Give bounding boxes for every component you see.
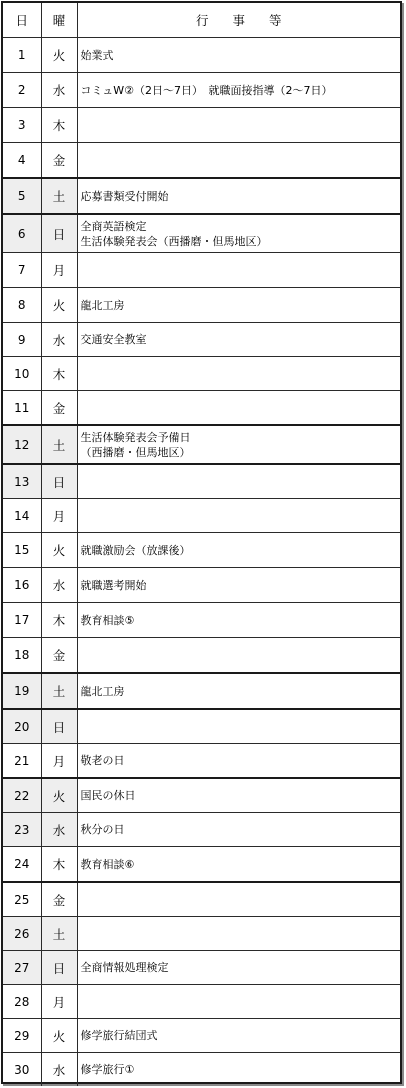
- events-cell: [77, 143, 400, 179]
- events-cell: [77, 882, 400, 917]
- weekday: 水: [41, 1053, 77, 1087]
- weekday: 日: [41, 951, 77, 985]
- event-text: 教育相談⑤: [80, 613, 135, 627]
- events-cell: [77, 1053, 400, 1087]
- weekday: 土: [41, 917, 77, 951]
- weekday: 木: [41, 847, 77, 883]
- weekday: 水: [41, 73, 77, 108]
- day-number: 17: [3, 603, 41, 638]
- weekday: 木: [41, 603, 77, 638]
- calendar-row: [3, 744, 400, 779]
- day-number: 1: [3, 38, 41, 73]
- day-number: 25: [3, 882, 41, 917]
- events-cell: [77, 568, 400, 603]
- day-number: 11: [3, 391, 41, 426]
- day-number: 10: [3, 357, 41, 391]
- event-text: 全商英語検定: [80, 219, 147, 233]
- events-cell: [77, 178, 400, 214]
- events-cell: [77, 425, 400, 464]
- calendar-row: [3, 985, 400, 1019]
- calendar-row: [3, 917, 400, 951]
- calendar-row: [3, 73, 400, 108]
- event-text: 敬老の日: [80, 754, 125, 767]
- event-text: 国民の休日: [80, 789, 136, 802]
- weekday: 火: [41, 778, 77, 813]
- weekday: 水: [41, 813, 77, 847]
- calendar-row: [3, 533, 400, 568]
- calendar-row: [3, 288, 400, 323]
- calendar-row: [3, 143, 400, 179]
- calendar-row: [3, 214, 400, 253]
- event-text: 全商情報処理検定: [80, 961, 169, 974]
- weekday: 土: [41, 425, 77, 464]
- day-number: 26: [3, 917, 41, 951]
- day-number: 2: [3, 73, 41, 108]
- weekday: 金: [41, 882, 77, 917]
- calendar-row: [3, 464, 400, 499]
- weekday: 木: [41, 357, 77, 391]
- calendar-row: [3, 425, 400, 464]
- events-cell: [77, 917, 400, 951]
- day-number: 15: [3, 533, 41, 568]
- weekday: 木: [41, 108, 77, 143]
- event-text: 修学旅行①: [80, 1063, 135, 1076]
- events-cell: [77, 288, 400, 323]
- day-number: 19: [3, 673, 41, 709]
- calendar-row: [3, 709, 400, 744]
- event-text: 始業式: [80, 48, 114, 62]
- events-cell: [77, 464, 400, 499]
- calendar-row: [3, 847, 400, 883]
- day-number: 20: [3, 709, 41, 744]
- day-number: 16: [3, 568, 41, 603]
- events-cell: [77, 1019, 400, 1053]
- events-cell: [77, 533, 400, 568]
- day-number: 21: [3, 744, 41, 779]
- weekday: 火: [41, 38, 77, 73]
- weekday: 金: [41, 143, 77, 179]
- weekday: 火: [41, 1019, 77, 1053]
- calendar-row: [3, 391, 400, 426]
- events-cell: [77, 778, 400, 813]
- day-number: 27: [3, 951, 41, 985]
- event-text: 秋分の日: [80, 823, 125, 836]
- weekday: 火: [41, 288, 77, 323]
- weekday: 金: [41, 638, 77, 674]
- weekday: 金: [41, 391, 77, 426]
- day-number: 28: [3, 985, 41, 1019]
- weekday: 日: [41, 464, 77, 499]
- calendar-table: [3, 3, 400, 1086]
- day-number: 30: [3, 1053, 41, 1087]
- day-number: 12: [3, 425, 41, 464]
- events-cell: [77, 951, 400, 985]
- calendar-row: [3, 882, 400, 917]
- event-text: 生活体験発表会（西播磨・但馬地区）: [80, 234, 268, 248]
- weekday: 水: [41, 568, 77, 603]
- calendar-body: [3, 38, 400, 1087]
- event-text: 就職激励会（放課後）: [80, 543, 191, 557]
- events-cell: [77, 638, 400, 674]
- day-number: 14: [3, 499, 41, 533]
- calendar-row: [3, 108, 400, 143]
- event-text: 龍北工房: [80, 684, 125, 698]
- weekday: 日: [41, 709, 77, 744]
- weekday: 月: [41, 253, 77, 288]
- day-number: 6: [3, 214, 41, 253]
- calendar-row: [3, 568, 400, 603]
- calendar-row: [3, 638, 400, 674]
- day-number: 22: [3, 778, 41, 813]
- event-text: 修学旅行結団式: [80, 1029, 158, 1042]
- event-text: 龍北工房: [80, 298, 125, 312]
- events-cell: [77, 709, 400, 744]
- header-weekday: 曜: [41, 3, 77, 38]
- calendar-row: [3, 357, 400, 391]
- event-text: （西播磨・但馬地区）: [80, 445, 191, 459]
- weekday: 月: [41, 985, 77, 1019]
- events-cell: [77, 744, 400, 779]
- events-cell: [77, 214, 400, 253]
- day-number: 8: [3, 288, 41, 323]
- weekday: 月: [41, 744, 77, 779]
- day-number: 7: [3, 253, 41, 288]
- calendar-row: [3, 603, 400, 638]
- calendar-row: [3, 951, 400, 985]
- header-row: [3, 3, 400, 38]
- calendar-row: [3, 1019, 400, 1053]
- events-cell: [77, 985, 400, 1019]
- events-cell: [77, 813, 400, 847]
- event-text: 応募書類受付開始: [80, 189, 169, 203]
- events-cell: [77, 253, 400, 288]
- event-text: 生活体験発表会予備日: [80, 430, 191, 444]
- day-number: 29: [3, 1019, 41, 1053]
- calendar-row: [3, 1053, 400, 1087]
- events-cell: [77, 391, 400, 426]
- events-cell: [77, 73, 400, 108]
- event-text: 就職選考開始: [80, 578, 147, 592]
- weekday: 土: [41, 178, 77, 214]
- weekday: 水: [41, 323, 77, 357]
- calendar-row: [3, 38, 400, 73]
- day-number: 3: [3, 108, 41, 143]
- calendar-row: [3, 323, 400, 357]
- weekday: 火: [41, 533, 77, 568]
- header-events: 行 事 等: [77, 3, 400, 38]
- event-text: コミュW②（2日～7日） 就職面接指導（2～7日）: [80, 83, 333, 97]
- weekday: 日: [41, 214, 77, 253]
- events-cell: [77, 323, 400, 357]
- header-day: 日: [3, 3, 41, 38]
- day-number: 13: [3, 464, 41, 499]
- calendar-row: [3, 673, 400, 709]
- events-cell: [77, 108, 400, 143]
- day-number: 23: [3, 813, 41, 847]
- day-number: 24: [3, 847, 41, 883]
- event-text: 教育相談⑥: [80, 857, 135, 871]
- calendar-row: [3, 499, 400, 533]
- events-cell: [77, 603, 400, 638]
- calendar-row: [3, 778, 400, 813]
- day-number: 18: [3, 638, 41, 674]
- events-cell: [77, 38, 400, 73]
- event-text: 交通安全教室: [80, 333, 147, 346]
- calendar-row: [3, 813, 400, 847]
- events-cell: [77, 499, 400, 533]
- calendar-row: [3, 178, 400, 214]
- events-cell: [77, 847, 400, 883]
- calendar-row: [3, 253, 400, 288]
- school-calendar: [1, 1, 402, 1084]
- day-number: 9: [3, 323, 41, 357]
- events-cell: [77, 357, 400, 391]
- weekday: 月: [41, 499, 77, 533]
- weekday: 土: [41, 673, 77, 709]
- day-number: 5: [3, 178, 41, 214]
- events-cell: [77, 673, 400, 709]
- day-number: 4: [3, 143, 41, 179]
